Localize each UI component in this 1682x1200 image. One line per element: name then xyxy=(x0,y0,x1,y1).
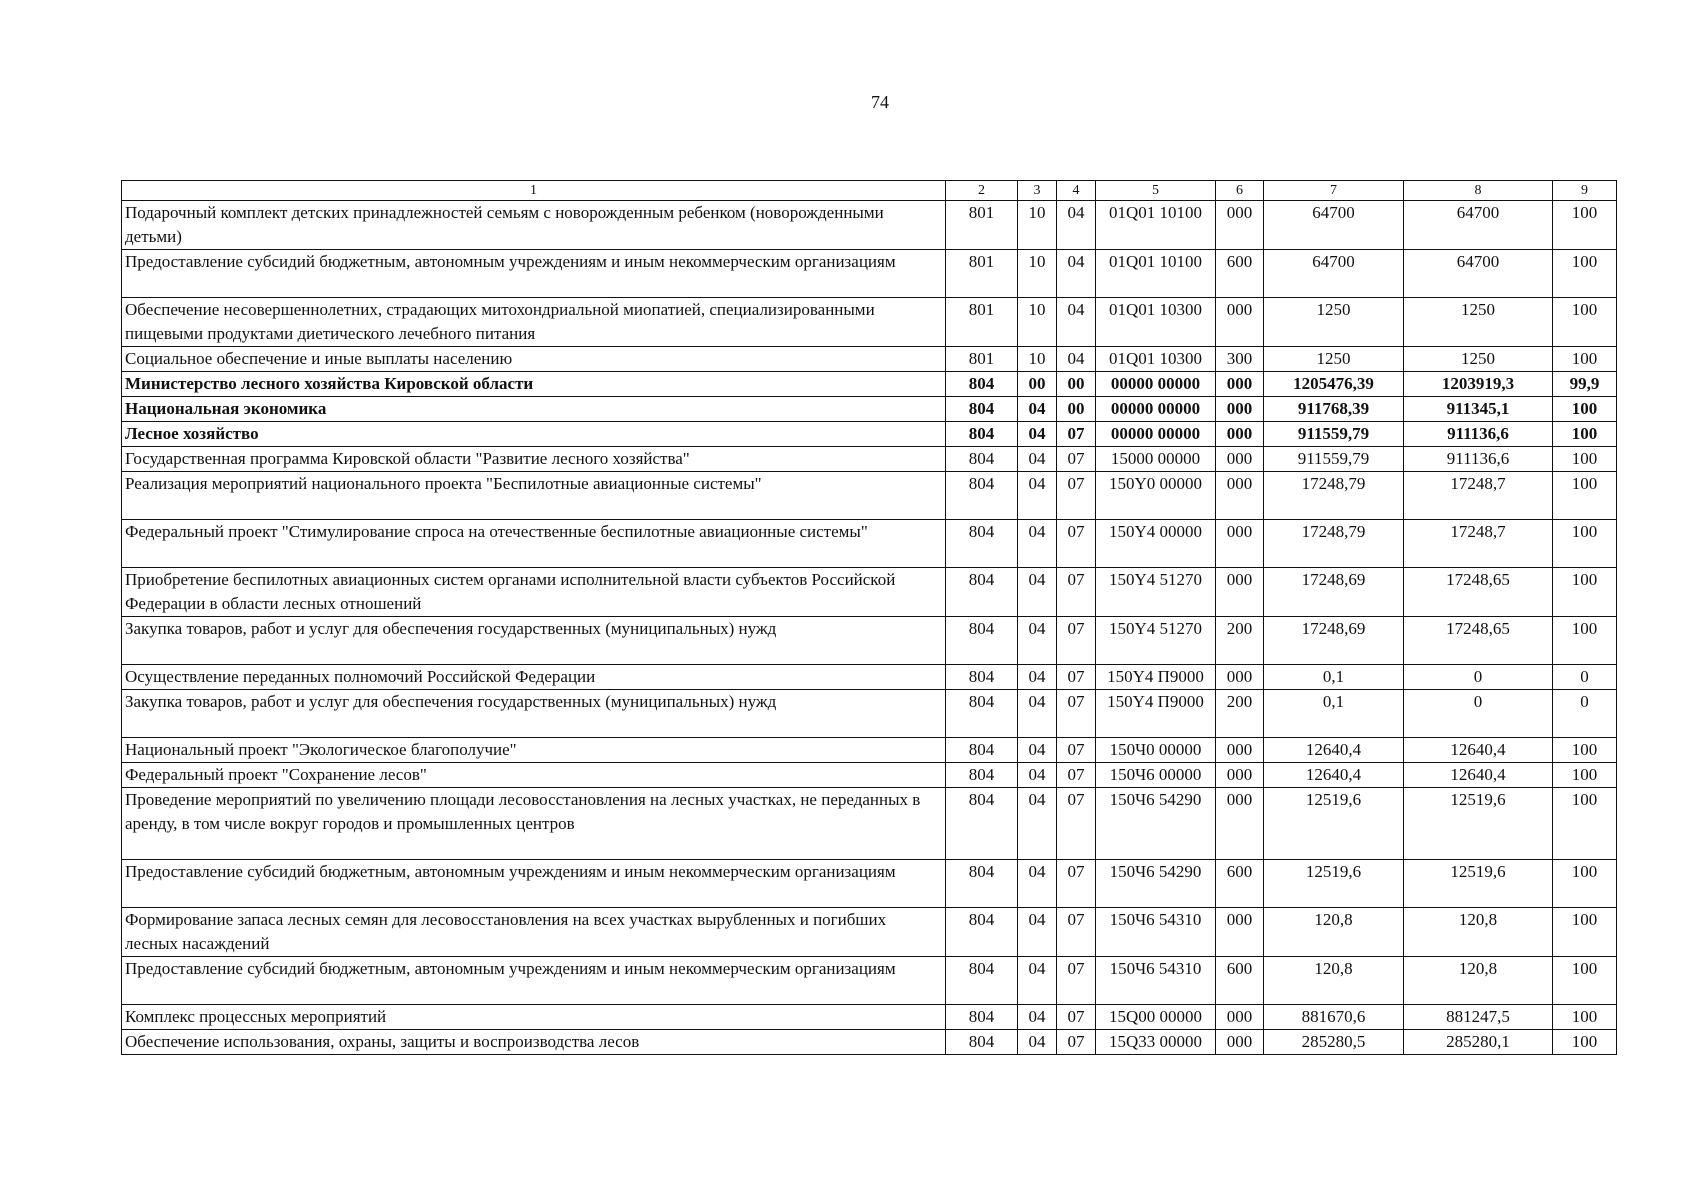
table-row xyxy=(122,520,1617,568)
table-cell: 10 xyxy=(1018,250,1057,298)
table-cell: 07 xyxy=(1057,957,1096,1005)
table-cell: 15Q00 00000 xyxy=(1096,1005,1216,1030)
table-cell: 04 xyxy=(1057,250,1096,298)
table-cell: 04 xyxy=(1018,422,1057,447)
table-cell: 804 xyxy=(946,860,1018,908)
table-cell: 17248,69 xyxy=(1264,568,1404,617)
row-label-cell: Министерство лесного хозяйства Кировской области xyxy=(122,372,946,397)
column-header: 4 xyxy=(1057,181,1096,201)
table-cell: 04 xyxy=(1018,860,1057,908)
table-cell: 00000 00000 xyxy=(1096,397,1216,422)
table-row xyxy=(122,665,1617,690)
table-cell: 64700 xyxy=(1404,250,1553,298)
table-cell: 0 xyxy=(1404,665,1553,690)
table-cell: 150Y4 П9000 xyxy=(1096,665,1216,690)
table-cell: 100 xyxy=(1553,763,1617,788)
table-row xyxy=(122,397,1617,422)
table-cell: 1203919,3 xyxy=(1404,372,1553,397)
table-cell: 911136,6 xyxy=(1404,447,1553,472)
table-cell: 804 xyxy=(946,397,1018,422)
table-cell: 801 xyxy=(946,250,1018,298)
table-cell: 10 xyxy=(1018,298,1057,347)
table-cell: 100 xyxy=(1553,568,1617,617)
table-cell: 01Q01 10300 xyxy=(1096,298,1216,347)
table-cell: 150Y4 51270 xyxy=(1096,568,1216,617)
table-cell: 911136,6 xyxy=(1404,422,1553,447)
table-cell: 17248,79 xyxy=(1264,520,1404,568)
table-cell: 1250 xyxy=(1404,347,1553,372)
column-header: 2 xyxy=(946,181,1018,201)
table-cell: 07 xyxy=(1057,788,1096,860)
table-cell: 911768,39 xyxy=(1264,397,1404,422)
table-cell: 600 xyxy=(1216,250,1264,298)
table-row xyxy=(122,860,1617,908)
table-cell: 1250 xyxy=(1264,298,1404,347)
table-cell: 00 xyxy=(1057,372,1096,397)
table-cell: 804 xyxy=(946,372,1018,397)
table-cell: 12640,4 xyxy=(1264,763,1404,788)
table-cell: 0 xyxy=(1553,690,1617,738)
table-cell: 100 xyxy=(1553,860,1617,908)
table-cell: 07 xyxy=(1057,738,1096,763)
table-cell: 801 xyxy=(946,201,1018,250)
table-cell: 04 xyxy=(1018,447,1057,472)
table-cell: 07 xyxy=(1057,520,1096,568)
column-header: 1 xyxy=(122,181,946,201)
table-cell: 15000 00000 xyxy=(1096,447,1216,472)
table-cell: 15Q33 00000 xyxy=(1096,1030,1216,1055)
table-cell: 150Ч0 00000 xyxy=(1096,738,1216,763)
table-cell: 150Ч6 54290 xyxy=(1096,860,1216,908)
table-cell: 881247,5 xyxy=(1404,1005,1553,1030)
row-label-cell: Реализация мероприятий национального проекта "Беспилотные авиационные системы" xyxy=(122,472,946,520)
row-label-cell: Федеральный проект "Стимулирование спроса на отечественные беспилотные авиационные системы" xyxy=(122,520,946,568)
table-cell: 804 xyxy=(946,908,1018,957)
table-cell: 804 xyxy=(946,447,1018,472)
table-cell: 1250 xyxy=(1264,347,1404,372)
table-cell: 000 xyxy=(1216,568,1264,617)
table-cell: 07 xyxy=(1057,1005,1096,1030)
table-cell: 17248,65 xyxy=(1404,617,1553,665)
table-cell: 100 xyxy=(1553,957,1617,1005)
table-cell: 804 xyxy=(946,738,1018,763)
row-label-cell: Приобретение беспилотных авиационных систем органами исполнительной власти субъектов Российской Федерации в области лесных отношений xyxy=(122,568,946,617)
table-cell: 000 xyxy=(1216,788,1264,860)
table-cell: 804 xyxy=(946,568,1018,617)
column-header: 9 xyxy=(1553,181,1617,201)
table-cell: 100 xyxy=(1553,1005,1617,1030)
table-cell: 000 xyxy=(1216,738,1264,763)
table-cell: 17248,7 xyxy=(1404,472,1553,520)
table-cell: 100 xyxy=(1553,617,1617,665)
table-row xyxy=(122,690,1617,738)
table-cell: 04 xyxy=(1018,690,1057,738)
table-cell: 000 xyxy=(1216,1030,1264,1055)
table-cell: 0,1 xyxy=(1264,690,1404,738)
table-cell: 300 xyxy=(1216,347,1264,372)
table-cell: 17248,69 xyxy=(1264,617,1404,665)
table-row xyxy=(122,447,1617,472)
table-cell: 00 xyxy=(1018,372,1057,397)
table-row xyxy=(122,568,1617,617)
table-cell: 04 xyxy=(1018,617,1057,665)
table-cell: 07 xyxy=(1057,860,1096,908)
row-label-cell: Обеспечение несовершеннолетних, страдающих митохондриальной миопатией, специализированными пищевыми продуктами диетического лечебного питания xyxy=(122,298,946,347)
table-cell: 881670,6 xyxy=(1264,1005,1404,1030)
table-cell: 100 xyxy=(1553,520,1617,568)
table-cell: 150Ч6 54310 xyxy=(1096,908,1216,957)
table-cell: 150Ч6 54290 xyxy=(1096,788,1216,860)
table-cell: 150Y4 51270 xyxy=(1096,617,1216,665)
table-cell: 00000 00000 xyxy=(1096,422,1216,447)
table-body xyxy=(122,201,1617,1055)
table-row xyxy=(122,347,1617,372)
table-cell: 911559,79 xyxy=(1264,422,1404,447)
table-cell: 04 xyxy=(1018,763,1057,788)
table-cell: 120,8 xyxy=(1404,957,1553,1005)
table-row xyxy=(122,472,1617,520)
table-row xyxy=(122,788,1617,860)
table-cell: 000 xyxy=(1216,520,1264,568)
table-cell: 01Q01 10100 xyxy=(1096,201,1216,250)
table-cell: 17248,79 xyxy=(1264,472,1404,520)
table-cell: 01Q01 10100 xyxy=(1096,250,1216,298)
table-cell: 100 xyxy=(1553,472,1617,520)
row-label-cell: Комплекс процессных мероприятий xyxy=(122,1005,946,1030)
table-cell: 10 xyxy=(1018,201,1057,250)
table-cell: 12640,4 xyxy=(1404,738,1553,763)
table-cell: 804 xyxy=(946,665,1018,690)
table-cell: 12519,6 xyxy=(1264,788,1404,860)
table-row xyxy=(122,957,1617,1005)
table-cell: 01Q01 10300 xyxy=(1096,347,1216,372)
column-header: 8 xyxy=(1404,181,1553,201)
row-label-cell: Национальная экономика xyxy=(122,397,946,422)
table-cell: 000 xyxy=(1216,472,1264,520)
table-cell: 150Ч6 54310 xyxy=(1096,957,1216,1005)
page-number: 74 xyxy=(871,92,889,112)
table-cell: 04 xyxy=(1018,472,1057,520)
table-cell: 04 xyxy=(1057,298,1096,347)
column-header: 7 xyxy=(1264,181,1404,201)
table-cell: 12519,6 xyxy=(1264,860,1404,908)
table-cell: 100 xyxy=(1553,397,1617,422)
table-cell: 07 xyxy=(1057,908,1096,957)
table-cell: 911559,79 xyxy=(1264,447,1404,472)
table-cell: 04 xyxy=(1018,957,1057,1005)
table-cell: 285280,5 xyxy=(1264,1030,1404,1055)
table-row xyxy=(122,1005,1617,1030)
row-label-cell: Лесное хозяйство xyxy=(122,422,946,447)
table-cell: 600 xyxy=(1216,957,1264,1005)
table-cell: 07 xyxy=(1057,422,1096,447)
table-cell: 17248,65 xyxy=(1404,568,1553,617)
table-cell: 12519,6 xyxy=(1404,860,1553,908)
table-cell: 000 xyxy=(1216,1005,1264,1030)
table-cell: 150Y0 00000 xyxy=(1096,472,1216,520)
budget-table xyxy=(121,180,1617,1055)
table-cell: 17248,7 xyxy=(1404,520,1553,568)
table-cell: 100 xyxy=(1553,250,1617,298)
table-cell: 000 xyxy=(1216,763,1264,788)
table-cell: 801 xyxy=(946,298,1018,347)
table-row xyxy=(122,763,1617,788)
table-cell: 64700 xyxy=(1264,201,1404,250)
table-cell: 000 xyxy=(1216,201,1264,250)
row-label-cell: Закупка товаров, работ и услуг для обеспечения государственных (муниципальных) нужд xyxy=(122,690,946,738)
table-cell: 804 xyxy=(946,472,1018,520)
table-cell: 100 xyxy=(1553,422,1617,447)
table-cell: 100 xyxy=(1553,201,1617,250)
table-cell: 100 xyxy=(1553,1030,1617,1055)
table-cell: 04 xyxy=(1018,788,1057,860)
table-cell: 04 xyxy=(1057,347,1096,372)
table-cell: 000 xyxy=(1216,447,1264,472)
table-cell: 00 xyxy=(1057,397,1096,422)
table-cell: 100 xyxy=(1553,298,1617,347)
table-cell: 801 xyxy=(946,347,1018,372)
table-cell: 000 xyxy=(1216,372,1264,397)
table-row xyxy=(122,617,1617,665)
table-cell: 804 xyxy=(946,617,1018,665)
row-label-cell: Национальный проект "Экологическое благополучие" xyxy=(122,738,946,763)
table-cell: 120,8 xyxy=(1264,908,1404,957)
table-cell: 04 xyxy=(1018,520,1057,568)
table-cell: 804 xyxy=(946,1030,1018,1055)
table-cell: 04 xyxy=(1057,201,1096,250)
table-cell: 100 xyxy=(1553,788,1617,860)
table-cell: 000 xyxy=(1216,908,1264,957)
table-cell: 0 xyxy=(1404,690,1553,738)
table-cell: 200 xyxy=(1216,617,1264,665)
row-label-cell: Федеральный проект "Сохранение лесов" xyxy=(122,763,946,788)
table-cell: 07 xyxy=(1057,763,1096,788)
table-row xyxy=(122,1030,1617,1055)
row-label-cell: Обеспечение использования, охраны, защиты и воспроизводства лесов xyxy=(122,1030,946,1055)
table-cell: 64700 xyxy=(1404,201,1553,250)
row-label-cell: Государственная программа Кировской области "Развитие лесного хозяйства" xyxy=(122,447,946,472)
table-cell: 804 xyxy=(946,520,1018,568)
table-cell: 04 xyxy=(1018,397,1057,422)
column-header: 5 xyxy=(1096,181,1216,201)
row-label-cell: Предоставление субсидий бюджетным, автономным учреждениям и иным некоммерческим организациям xyxy=(122,860,946,908)
table-cell: 804 xyxy=(946,763,1018,788)
table-cell: 000 xyxy=(1216,298,1264,347)
table-cell: 07 xyxy=(1057,617,1096,665)
table-cell: 04 xyxy=(1018,665,1057,690)
table-row xyxy=(122,422,1617,447)
table-cell: 04 xyxy=(1018,908,1057,957)
table-cell: 07 xyxy=(1057,690,1096,738)
table-cell: 100 xyxy=(1553,447,1617,472)
table-cell: 07 xyxy=(1057,472,1096,520)
row-label-cell: Предоставление субсидий бюджетным, автономным учреждениям и иным некоммерческим организациям xyxy=(122,957,946,1005)
table-cell: 911345,1 xyxy=(1404,397,1553,422)
table-cell: 804 xyxy=(946,957,1018,1005)
table-row xyxy=(122,298,1617,347)
table-cell: 04 xyxy=(1018,738,1057,763)
table-cell: 804 xyxy=(946,788,1018,860)
table-row xyxy=(122,250,1617,298)
table-cell: 150Y4 00000 xyxy=(1096,520,1216,568)
table-row xyxy=(122,908,1617,957)
row-label-cell: Проведение мероприятий по увеличению площади лесовосстановления на лесных участках, не переданных в аренду, в том числе вокруг городов и промышленных центров xyxy=(122,788,946,860)
table-cell: 12519,6 xyxy=(1404,788,1553,860)
table-cell: 07 xyxy=(1057,665,1096,690)
table-row xyxy=(122,372,1617,397)
table-cell: 04 xyxy=(1018,1030,1057,1055)
row-label-cell: Социальное обеспечение и иные выплаты населению xyxy=(122,347,946,372)
column-header: 6 xyxy=(1216,181,1264,201)
table-cell: 0,1 xyxy=(1264,665,1404,690)
table-cell: 64700 xyxy=(1264,250,1404,298)
table-cell: 000 xyxy=(1216,397,1264,422)
table-cell: 0 xyxy=(1553,665,1617,690)
table-row xyxy=(122,201,1617,250)
table-cell: 804 xyxy=(946,690,1018,738)
table-cell: 120,8 xyxy=(1404,908,1553,957)
table-cell: 04 xyxy=(1018,568,1057,617)
table-cell: 1205476,39 xyxy=(1264,372,1404,397)
table-header-row xyxy=(122,181,1617,201)
table-cell: 99,9 xyxy=(1553,372,1617,397)
table-cell: 12640,4 xyxy=(1264,738,1404,763)
table-cell: 00000 00000 xyxy=(1096,372,1216,397)
table-cell: 285280,1 xyxy=(1404,1030,1553,1055)
table-cell: 07 xyxy=(1057,1030,1096,1055)
row-label-cell: Предоставление субсидий бюджетным, автономным учреждениям и иным некоммерческим организациям xyxy=(122,250,946,298)
table-cell: 150Ч6 00000 xyxy=(1096,763,1216,788)
row-label-cell: Осуществление переданных полномочий Российской Федерации xyxy=(122,665,946,690)
row-label-cell: Подарочный комплект детских принадлежностей семьям с новорожденным ребенком (новорожденными детьми) xyxy=(122,201,946,250)
table-cell: 000 xyxy=(1216,665,1264,690)
table-cell: 000 xyxy=(1216,422,1264,447)
table-cell: 200 xyxy=(1216,690,1264,738)
table-cell: 150Y4 П9000 xyxy=(1096,690,1216,738)
row-label-cell: Закупка товаров, работ и услуг для обеспечения государственных (муниципальных) нужд xyxy=(122,617,946,665)
table-row xyxy=(122,738,1617,763)
table-cell: 07 xyxy=(1057,568,1096,617)
table-cell: 100 xyxy=(1553,738,1617,763)
row-label-cell: Формирование запаса лесных семян для лесовосстановления на всех участках вырубленных и погибших лесных насаждений xyxy=(122,908,946,957)
table-cell: 120,8 xyxy=(1264,957,1404,1005)
column-header: 3 xyxy=(1018,181,1057,201)
table-cell: 12640,4 xyxy=(1404,763,1553,788)
table-cell: 10 xyxy=(1018,347,1057,372)
table-cell: 04 xyxy=(1018,1005,1057,1030)
table-cell: 07 xyxy=(1057,447,1096,472)
table-cell: 1250 xyxy=(1404,298,1553,347)
table-cell: 804 xyxy=(946,1005,1018,1030)
table-cell: 600 xyxy=(1216,860,1264,908)
table-cell: 100 xyxy=(1553,908,1617,957)
table-cell: 100 xyxy=(1553,347,1617,372)
table-cell: 804 xyxy=(946,422,1018,447)
